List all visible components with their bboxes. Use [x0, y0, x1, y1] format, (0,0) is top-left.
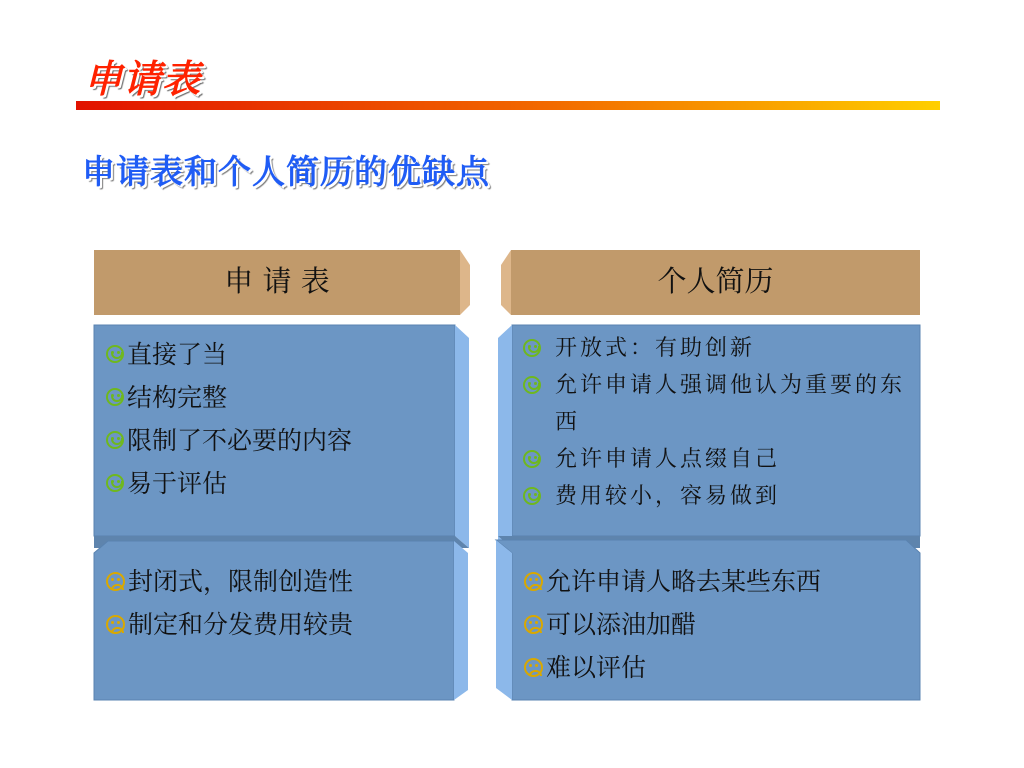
list-item: 开放式：有助创新: [523, 330, 913, 367]
frown-icon: [524, 615, 543, 634]
application-form-pros-list: [106, 333, 451, 505]
list-item: 封闭式，限制创造性: [106, 560, 451, 603]
smile-icon: [106, 474, 124, 492]
application-form-cons-list: [106, 560, 451, 646]
list-item: 易于评估: [106, 462, 451, 505]
list-item: 直接了当: [106, 333, 451, 376]
frown-icon: [106, 572, 125, 591]
resume-pros-list: [523, 330, 913, 515]
application-form-header: 申 请 表: [224, 264, 330, 298]
list-item: 结构完整: [106, 376, 451, 419]
frown-icon: [524, 572, 543, 591]
smile-icon: [523, 376, 541, 394]
smile-icon: [523, 450, 541, 468]
smile-icon: [106, 431, 124, 449]
list-item: 难以评估: [524, 646, 914, 689]
slide-title: 申请表: [84, 57, 202, 101]
list-item: 允许申请人强调他认为重要的东西: [523, 367, 913, 441]
slide-subtitle: 申请表和个人简历的优缺点: [82, 152, 490, 191]
list-item: 允许申请人略去某些东西: [524, 560, 914, 603]
list-item: 制定和分发费用较贵: [106, 603, 451, 646]
frown-icon: [524, 658, 543, 677]
list-item: 限制了不必要的内容: [106, 419, 451, 462]
list-item: 费用较小，容易做到: [523, 478, 913, 515]
list-item: 允许申请人点缀自己: [523, 441, 913, 478]
smile-icon: [523, 339, 541, 357]
resume-header: 个人简历: [657, 264, 774, 298]
smile-icon: [523, 487, 541, 505]
smile-icon: [106, 388, 124, 406]
frown-icon: [106, 615, 125, 634]
smile-icon: [106, 345, 124, 363]
resume-cons-list: [524, 560, 914, 689]
list-item: 可以添油加醋: [524, 603, 914, 646]
